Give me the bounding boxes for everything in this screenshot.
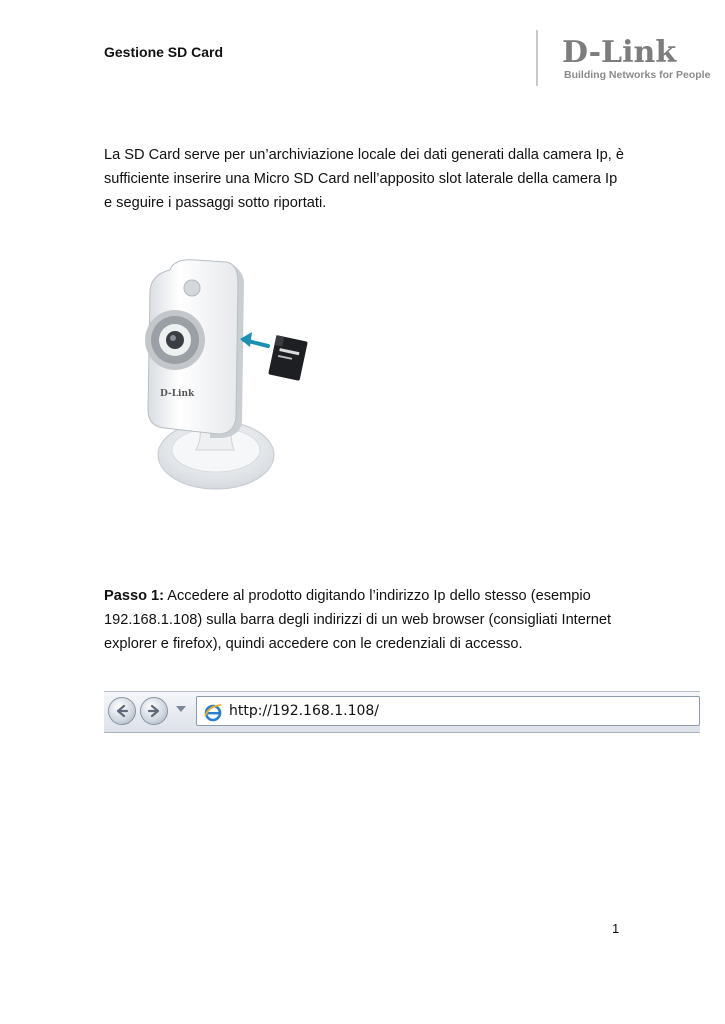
step1-text: Accedere al prodotto digitando l’indirizzo Ip dello stesso (esempio 192.168.1.108) sulla barra degli indirizzi di un web browser (consigliati Internet explorer e firefox), quindi accedere con le credenziali di accesso. <box>104 588 612 652</box>
back-button[interactable] <box>108 697 136 725</box>
browser-address-bar <box>104 691 700 733</box>
header-title: Gestione SD Card <box>104 44 224 60</box>
step1-label: Passo 1: <box>104 588 165 604</box>
page-number: 1 <box>612 921 620 936</box>
logo-brand-text: D-Link <box>562 35 677 70</box>
forward-arrow-icon <box>146 703 162 719</box>
dropdown-icon[interactable] <box>176 706 186 712</box>
internet-explorer-icon <box>203 702 223 722</box>
address-text: http://192.168.1.108/ <box>229 703 380 719</box>
address-input[interactable] <box>196 696 700 726</box>
logo-tagline-text: Building Networks for People <box>564 69 711 81</box>
camera-brand-label: D-Link <box>160 389 195 399</box>
intro-paragraph: La SD Card serve per un’archiviazione locale dei dati generati dalla camera Ip, è sufficiente inserire una Micro SD Card nell’apposito slot laterale della camera Ip e seguire i passaggi sotto riportati. <box>104 147 624 211</box>
step1-paragraph <box>104 584 624 656</box>
logo-divider <box>536 30 538 86</box>
back-arrow-icon <box>114 703 130 719</box>
forward-button[interactable] <box>140 697 168 725</box>
dlink-logo <box>560 34 711 82</box>
camera-with-microsd-icon <box>130 250 330 500</box>
